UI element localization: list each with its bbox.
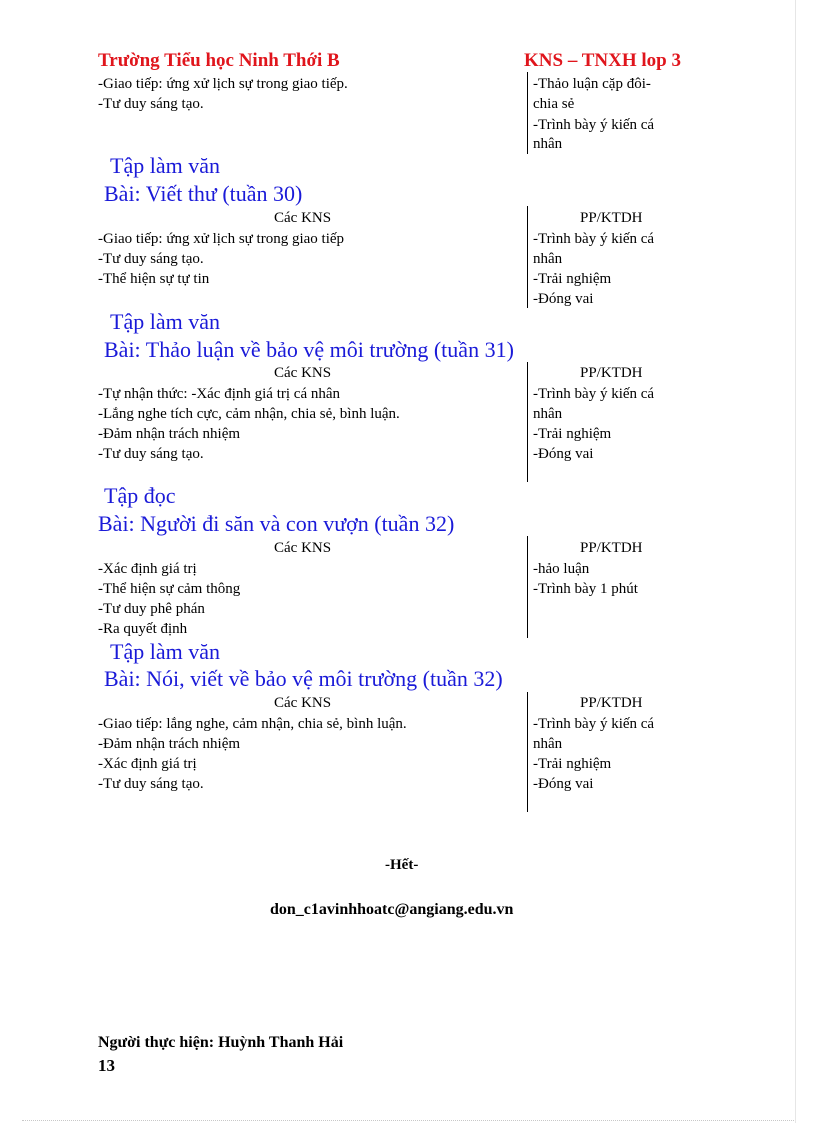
subject-header: KNS – TNXH lop 3 bbox=[524, 50, 681, 71]
pp-line: nhân bbox=[533, 251, 563, 267]
kns-line: -Xác định giá trị bbox=[98, 756, 197, 772]
kns-line: -Ra quyết định bbox=[98, 621, 188, 637]
section-lesson-title: Bài: Người đi săn và con vượn (tuần 32) bbox=[98, 511, 455, 536]
pp-line: -Thảo luận cặp đôi- bbox=[533, 76, 651, 92]
pp-line: -Trải nghiệm bbox=[533, 271, 612, 287]
column-divider bbox=[527, 536, 528, 638]
page-bottom-edge bbox=[22, 1120, 794, 1121]
pp-line: -hảo luận bbox=[533, 561, 590, 577]
email-text: don_c1avinhhoatc@angiang.edu.vn bbox=[270, 901, 514, 918]
kns-line: -Đảm nhận trách nhiệm bbox=[98, 426, 241, 442]
column-divider bbox=[527, 692, 528, 812]
kns-column-header: Các KNS bbox=[274, 365, 332, 381]
kns-line: -Giao tiếp: ứng xử lịch sự trong giao tiếp bbox=[98, 231, 345, 247]
pp-line: -Trình bày ý kiến cá bbox=[533, 117, 655, 133]
pp-line: -Trình bày 1 phút bbox=[533, 581, 638, 597]
pp-line: -Trình bày ý kiến cá bbox=[533, 386, 655, 402]
kns-line: -Xác định giá trị bbox=[98, 561, 197, 577]
pp-line: -Đóng vai bbox=[533, 776, 594, 792]
kns-line: -Tư duy phê phán bbox=[98, 601, 205, 617]
kns-line: -Lắng nghe tích cực, cảm nhận, chia sẻ, bình luận. bbox=[98, 406, 400, 422]
kns-column-header: Các KNS bbox=[274, 540, 332, 556]
school-name: Trường Tiểu học Ninh Thới B bbox=[98, 50, 340, 71]
kns-line: -Tư duy sáng tạo. bbox=[98, 251, 204, 267]
column-divider bbox=[527, 362, 528, 482]
page-number: 13 bbox=[98, 1056, 115, 1075]
pp-line: nhân bbox=[533, 136, 563, 152]
kns-line: -Thể hiện sự tự tin bbox=[98, 271, 210, 287]
section-subject: Tập làm văn bbox=[110, 309, 220, 334]
kns-line: -Tự nhận thức: -Xác định giá trị cá nhân bbox=[98, 386, 341, 402]
kns-line: -Tư duy sáng tạo. bbox=[98, 96, 204, 112]
kns-line: -Thể hiện sự cảm thông bbox=[98, 581, 241, 597]
kns-line: -Giao tiếp: ứng xử lịch sự trong giao tiếp. bbox=[98, 76, 348, 92]
kns-line: -Giao tiếp: lắng nghe, cảm nhận, chia sẻ, bình luận. bbox=[98, 716, 407, 732]
section-lesson-title: Bài: Nói, viết về bảo vệ môi trường (tuần 32) bbox=[104, 666, 503, 691]
pp-line: -Trình bày ý kiến cá bbox=[533, 231, 655, 247]
kns-line: -Tư duy sáng tạo. bbox=[98, 446, 204, 462]
pp-line: -Đóng vai bbox=[533, 446, 594, 462]
pp-line: -Trải nghiệm bbox=[533, 756, 612, 772]
pp-column-header: PP/KTDH bbox=[580, 540, 643, 556]
pp-line: -Đóng vai bbox=[533, 291, 594, 307]
section-lesson-title: Bài: Viết thư (tuần 30) bbox=[104, 181, 303, 206]
end-marker: -Hết- bbox=[385, 857, 419, 873]
section-lesson-title: Bài: Thảo luận về bảo vệ môi trường (tuần 31) bbox=[104, 337, 514, 362]
section-subject: Tập làm văn bbox=[110, 153, 220, 178]
column-divider bbox=[527, 206, 528, 308]
kns-column-header: Các KNS bbox=[274, 695, 332, 711]
pp-column-header: PP/KTDH bbox=[580, 365, 643, 381]
kns-line: -Đảm nhận trách nhiệm bbox=[98, 736, 241, 752]
pp-line: nhân bbox=[533, 736, 563, 752]
page-right-edge bbox=[795, 0, 796, 1123]
column-divider bbox=[527, 72, 528, 154]
author-line: Người thực hiện: Huỳnh Thanh Hải bbox=[98, 1034, 344, 1051]
section-subject: Tập đọc bbox=[104, 483, 176, 508]
kns-column-header: Các KNS bbox=[274, 210, 332, 226]
kns-line: -Tư duy sáng tạo. bbox=[98, 776, 204, 792]
pp-line: -Trình bày ý kiến cá bbox=[533, 716, 655, 732]
pp-line: -Trải nghiệm bbox=[533, 426, 612, 442]
pp-line: chia sẻ bbox=[533, 96, 575, 112]
pp-line: nhân bbox=[533, 406, 563, 422]
pp-column-header: PP/KTDH bbox=[580, 695, 643, 711]
pp-column-header: PP/KTDH bbox=[580, 210, 643, 226]
section-subject: Tập làm văn bbox=[110, 639, 220, 664]
